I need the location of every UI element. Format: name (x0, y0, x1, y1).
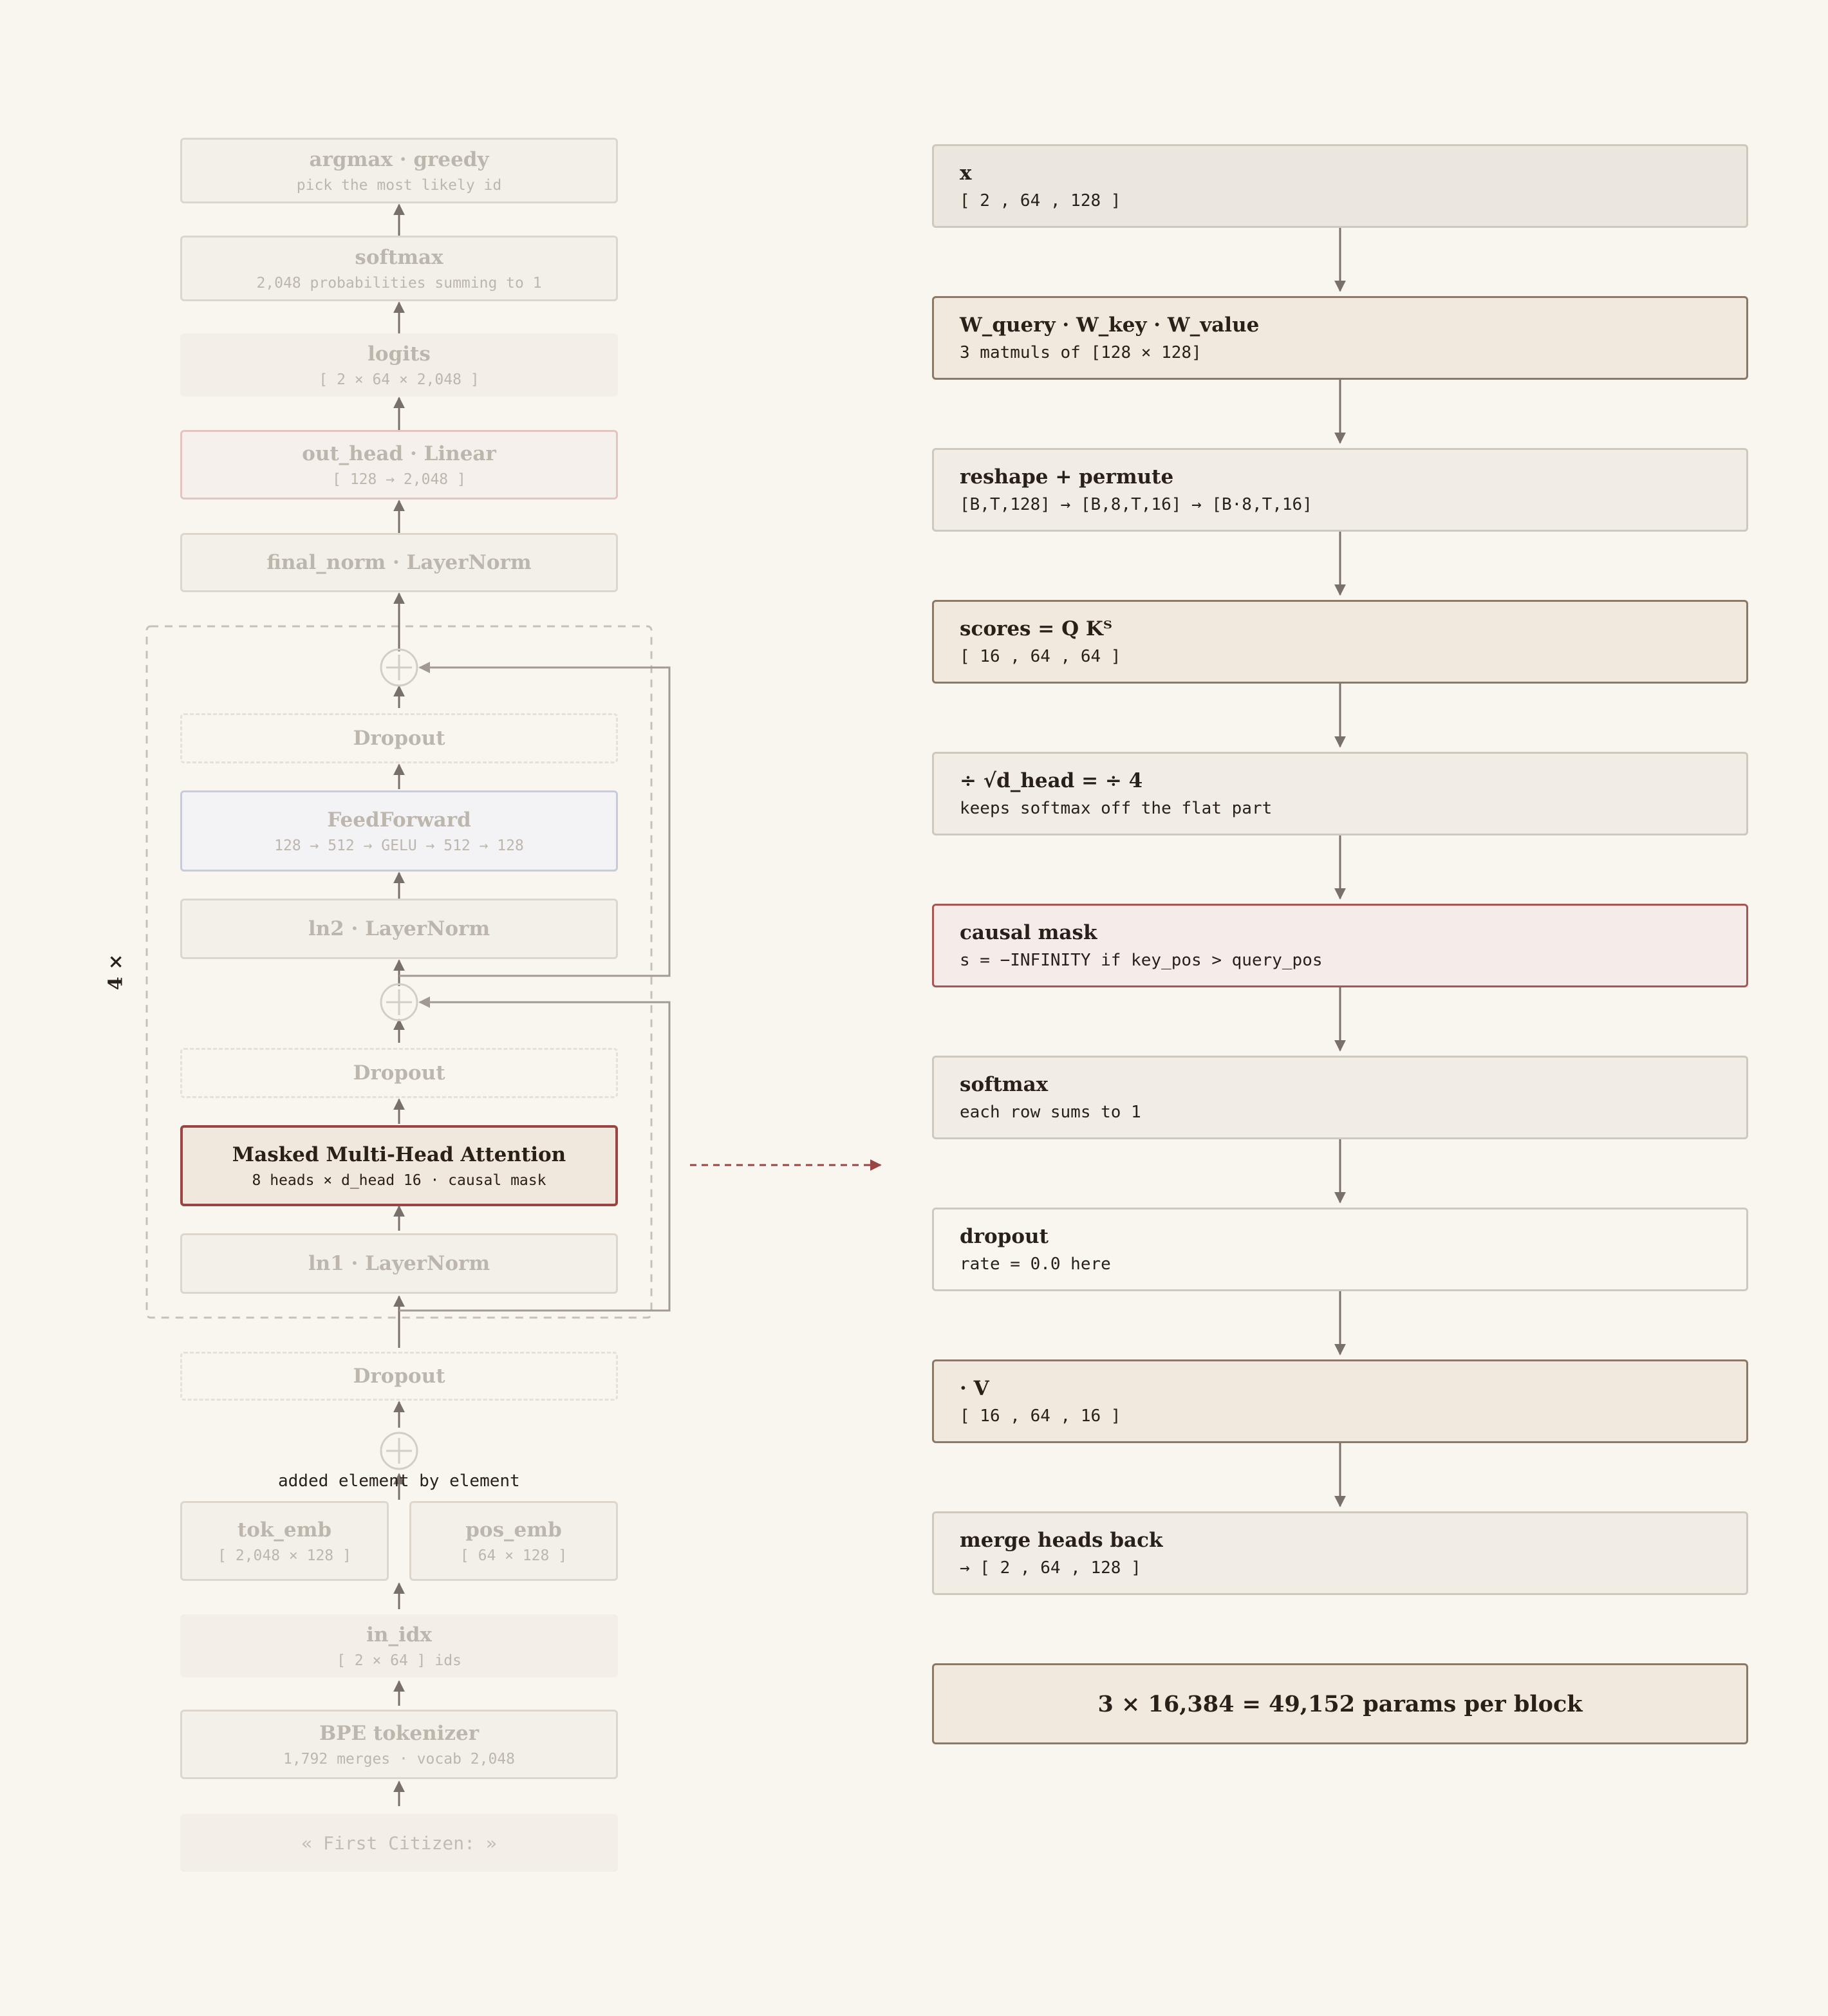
detail-step-sub: → [ 2 , 64 , 128 ] (960, 1558, 1141, 1578)
detail-step-title: softmax (960, 1073, 1049, 1096)
feedforward-sub: 128 → 512 → GELU → 512 → 128 (274, 837, 524, 855)
detail-step-title: merge heads back (960, 1529, 1163, 1552)
detail-step-x (932, 144, 1748, 228)
detail-step-sub: rate = 0.0 here (960, 1255, 1111, 1274)
dropout-embedding-node (180, 1352, 618, 1401)
softmax-sub: 2,048 probabilities summing to 1 (256, 275, 542, 292)
input-text: « First Citizen: » (301, 1832, 497, 1854)
ln1-node (180, 1233, 618, 1294)
ln1-title: ln1 · LayerNorm (308, 1251, 490, 1275)
pos-emb-sub: [ 64 × 128 ] (460, 1547, 568, 1565)
detail-step-softmax (932, 1056, 1748, 1139)
detail-step-reshape (932, 448, 1748, 532)
detail-step-title: dropout (960, 1225, 1049, 1248)
params-total-text: 3 × 16,384 = 49,152 params per block (1097, 1690, 1583, 1717)
detail-step-sub: s = −INFINITY if key_pos > query_pos (960, 951, 1323, 970)
tok-emb-sub: [ 2,048 × 128 ] (218, 1547, 351, 1565)
embedding-add-note: added element by element (278, 1471, 520, 1491)
masked-attention-sub: 8 heads × d_head 16 · causal mask (252, 1172, 546, 1190)
in-idx-title: in_idx (366, 1623, 432, 1647)
argmax-title: argmax · greedy (309, 147, 489, 171)
pos-emb-title: pos_emb (465, 1518, 562, 1542)
final-norm-title: final_norm · LayerNorm (266, 550, 532, 574)
params-total-box (932, 1663, 1748, 1744)
dropout-attn-title: Dropout (353, 1061, 445, 1085)
ln2-node (180, 899, 618, 959)
in-idx-sub: [ 2 × 64 ] ids (337, 1652, 462, 1670)
softmax-title: softmax (355, 245, 443, 269)
detail-step-scores (932, 600, 1748, 684)
masked-attention-title: Masked Multi-Head Attention (232, 1143, 566, 1166)
detail-step-times-v (932, 1359, 1748, 1443)
input-text-node (180, 1814, 618, 1872)
bpe-tokenizer-title: BPE tokenizer (319, 1721, 480, 1745)
bpe-tokenizer-node (180, 1710, 618, 1779)
detail-step-sub: [ 16 , 64 , 64 ] (960, 647, 1121, 666)
detail-step-scale (932, 752, 1748, 835)
dropout-attn-node (180, 1048, 618, 1098)
residual-skip-lines (399, 667, 669, 1311)
feedforward-title: FeedForward (327, 808, 471, 832)
detail-step-causal-mask (932, 904, 1748, 987)
detail-step-sub: [ 2 , 64 , 128 ] (960, 191, 1121, 210)
detail-step-title: W_query · W_key · W_value (960, 313, 1260, 337)
in-idx-node (180, 1614, 618, 1677)
out-head-node (180, 430, 618, 499)
detail-step-title: · V (960, 1377, 989, 1400)
detail-step-sub: each row sums to 1 (960, 1103, 1141, 1122)
detail-step-sub: keeps softmax off the flat part (960, 799, 1273, 818)
argmax-node (180, 138, 618, 203)
pos-emb-node (409, 1501, 618, 1581)
logits-sub: [ 2 × 64 × 2,048 ] (319, 371, 480, 389)
bpe-tokenizer-sub: 1,792 merges · vocab 2,048 (283, 1751, 516, 1768)
logits-node (180, 333, 618, 397)
repeat-count-label: 4 × (104, 953, 127, 991)
detail-step-merge-heads (932, 1511, 1748, 1595)
detail-step-title: ÷ √d_head = ÷ 4 (960, 769, 1143, 792)
final-norm-node (180, 533, 618, 592)
dropout-embedding-title: Dropout (353, 1364, 445, 1388)
tok-emb-title: tok_emb (237, 1518, 332, 1542)
detail-step-title: scores = Q Kᵀ (960, 617, 1112, 640)
dropout-ffn-title: Dropout (353, 726, 445, 750)
detail-step-title: causal mask (960, 921, 1097, 944)
detail-step-title: x (960, 162, 972, 185)
out-head-title: out_head · Linear (302, 442, 496, 465)
out-head-sub: [ 128 → 2,048 ] (332, 471, 466, 489)
detail-step-qkv-weights (932, 296, 1748, 380)
detail-step-title: reshape + permute (960, 465, 1174, 489)
softmax-node (180, 236, 618, 301)
detail-step-dropout (932, 1208, 1748, 1291)
masked-attention-node[interactable] (180, 1125, 618, 1206)
argmax-sub: pick the most likely id (296, 177, 502, 194)
detail-step-sub: [ 16 , 64 , 16 ] (960, 1406, 1121, 1426)
ln2-title: ln2 · LayerNorm (308, 917, 490, 940)
logits-title: logits (368, 342, 431, 366)
dropout-ffn-node (180, 713, 618, 763)
detail-step-sub: 3 matmuls of [128 × 128] (960, 343, 1202, 362)
tok-emb-node (180, 1501, 389, 1581)
feedforward-node (180, 790, 618, 872)
detail-step-sub: [B,T,128] → [B,8,T,16] → [B·8,T,16] (960, 495, 1312, 514)
